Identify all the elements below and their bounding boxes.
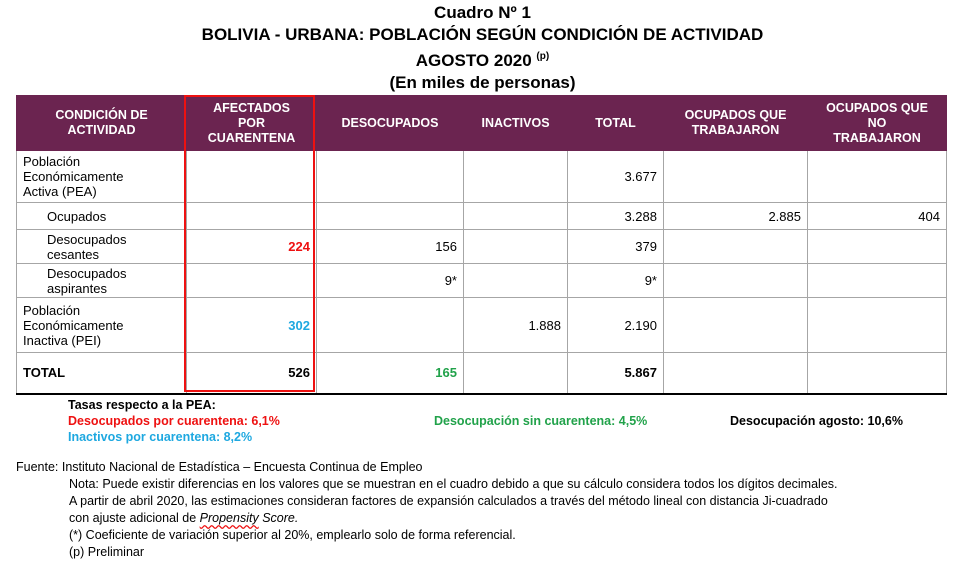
source-note: Fuente: Instituto Nacional de Estadística – Encuesta Continua de Empleo [16,460,423,474]
cell-trabajaron [664,298,808,353]
cell-trabajaron [664,264,808,298]
table-row-pea [17,151,947,203]
table-row-ocupados [17,203,947,230]
table-row-pei [17,298,947,353]
cell-trabajaron [664,151,808,203]
cell-no-trabajaron: 404 [808,203,947,230]
header-inactivos: INACTIVOS [464,96,568,151]
table-row-aspirantes [17,264,947,298]
table-row-total [17,353,947,394]
cell-desocupados: 165 [317,353,464,394]
cell-no-trabajaron [808,353,947,394]
rate-desocupacion-agosto: Desocupación agosto: 10,6% [730,414,903,428]
expansion-note: A partir de abril 2020, las estimaciones consideran factores de expansión calculados a través del método lineal con distancia Ji-cuadrado [69,494,828,508]
cell-inactivos: 1.888 [464,298,568,353]
cell-total: 3.288 [568,203,664,230]
rates-heading: Tasas respecto a la PEA: [68,398,216,412]
cell-total: 3.677 [568,151,664,203]
row-label: Ocupados [17,203,187,230]
header-afectados: AFECTADOS POR CUARENTENA [187,96,317,151]
cell-no-trabajaron [808,264,947,298]
preliminary-mark: (p) [536,51,550,62]
period-text: AGOSTO 2020 [415,51,532,70]
activity-table [16,95,947,395]
cell-afectados: 526 [187,353,317,394]
table-period [0,46,965,72]
header-ocupados-no-trabajaron: OCUPADOS QUE NO TRABAJARON [808,96,947,151]
cell-trabajaron [664,353,808,394]
cell-afectados: 224 [187,230,317,264]
cell-no-trabajaron [808,298,947,353]
cell-desocupados: 9* [317,264,464,298]
title-block [0,2,965,94]
rate-inactivos-cuarentena: Inactivos por cuarentena: 8,2% [68,430,253,444]
cell-inactivos [464,151,568,203]
cell-trabajaron: 2.885 [664,203,808,230]
table-number: Cuadro Nº 1 [434,3,531,22]
row-label: Población Económicamente Activa (PEA) [17,151,187,203]
expansion-note-cont: con ajuste adicional de Propensity Score. [69,511,299,525]
rate-desocupacion-sin-cuarentena: Desocupación sin cuarentena: 4,5% [434,414,648,428]
row-label: Población Económicamente Inactiva (PEI) [17,298,187,353]
cell-total: 5.867 [568,353,664,394]
cell-total: 2.190 [568,298,664,353]
cell-inactivos [464,230,568,264]
cell-no-trabajaron [808,230,947,264]
table-title: BOLIVIA - URBANA: POBLACIÓN SEGÚN CONDICIÓN DE ACTIVIDAD [201,25,764,44]
cell-afectados: 302 [187,298,317,353]
cell-inactivos [464,353,568,394]
header-ocupados-trabajaron: OCUPADOS QUE TRABAJARON [664,96,808,151]
cell-inactivos [464,203,568,230]
row-label: Desocupados cesantes [17,230,187,264]
cell-desocupados [317,151,464,203]
footer-notes [16,459,838,561]
rate-desocupados-cuarentena: Desocupados por cuarentena: 6,1% [68,414,280,428]
header-total: TOTAL [568,96,664,151]
cell-total: 379 [568,230,664,264]
cell-inactivos [464,264,568,298]
cell-trabajaron [664,230,808,264]
cell-no-trabajaron [808,151,947,203]
cell-total: 9* [568,264,664,298]
row-label: TOTAL [17,353,187,394]
cell-desocupados [317,298,464,353]
cell-afectados [187,151,317,203]
decimals-note: Nota: Puede existir diferencias en los valores que se muestran en el cuadro debido a que su cálculo considera todos los dígitos decimales. [69,477,838,491]
header-desocupados: DESOCUPADOS [317,96,464,151]
cell-afectados [187,203,317,230]
cv-note: (*) Coeficiente de variación superior al 20%, emplearlo solo de forma referencial. [69,528,516,542]
row-label: Desocupados aspirantes [17,264,187,298]
cell-afectados [187,264,317,298]
propensity-term: Propensity [199,511,259,525]
preliminary-note: (p) Preliminar [69,545,145,559]
table-row-cesantes [17,230,947,264]
cell-desocupados [317,203,464,230]
table-units: (En miles de personas) [389,73,576,92]
header-condicion: CONDICIÓN DE ACTIVIDAD [17,96,187,151]
cell-desocupados: 156 [317,230,464,264]
header-row [17,96,947,151]
